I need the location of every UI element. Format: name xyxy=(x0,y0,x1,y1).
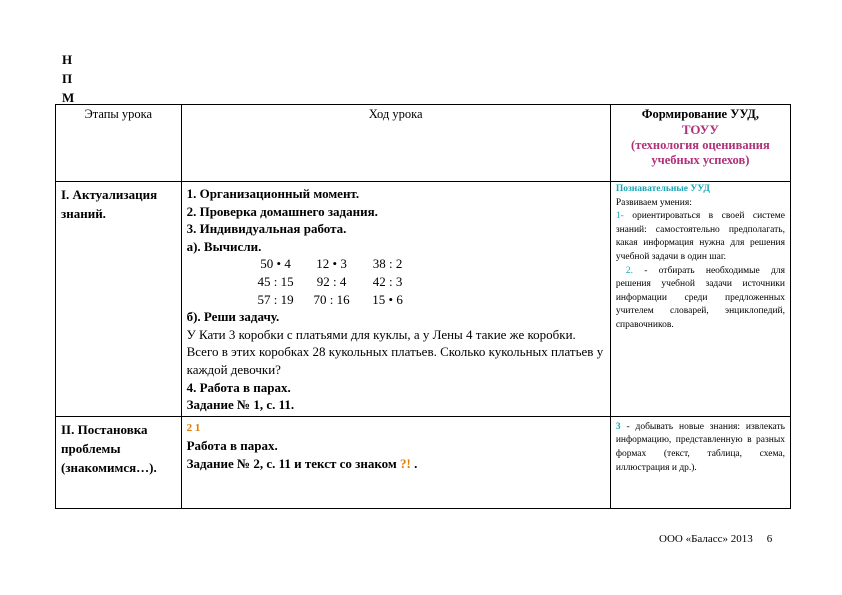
stage-label: II. Постановка проблемы (знакомимся…). xyxy=(56,416,182,508)
uud-item xyxy=(616,265,785,333)
header-uud xyxy=(610,105,790,182)
uud-item xyxy=(616,210,785,264)
exercise: 45 : 15 xyxy=(257,273,294,289)
pairs-title: Работа в парах. xyxy=(186,438,278,454)
exercise: 12 • 3 xyxy=(316,256,347,272)
header-course: Ход урока xyxy=(181,105,610,182)
table-row xyxy=(56,182,791,417)
step-line: а). Вычисли. xyxy=(186,238,262,254)
task-title: б). Реши задачу. xyxy=(186,309,280,325)
uud-number: 1- xyxy=(615,211,624,222)
corner-letter: М xyxy=(62,90,75,105)
lesson-table xyxy=(55,104,791,509)
exercise: 15 • 6 xyxy=(372,291,403,307)
uud-number: 3 xyxy=(615,421,621,432)
corner-letters xyxy=(62,50,74,107)
exercise-row xyxy=(187,273,605,291)
pairs-task: Задание № 1, с. 11. xyxy=(186,397,295,413)
step-line: 2. Проверка домашнего задания. xyxy=(186,203,378,219)
uud-item xyxy=(616,421,785,475)
exercise: 42 : 3 xyxy=(372,273,403,289)
pairs-title: 4. Работа в парах. xyxy=(186,379,291,395)
exercise: 38 : 2 xyxy=(372,256,403,272)
exercise: 57 : 19 xyxy=(257,291,294,307)
pairs-task xyxy=(187,455,605,473)
corner-letter: Н xyxy=(62,52,73,67)
header-uud-tech: ТОУУ xyxy=(681,122,719,137)
page-footer xyxy=(659,533,772,545)
header-uud-title: Формирование УУД, xyxy=(641,107,760,121)
table-row xyxy=(56,416,791,508)
lesson-course-cell xyxy=(181,416,610,508)
uud-text: - добывать новые знания: извлекать информацию, представленную в разных формах (текст, таблица, схема, иллюстрация и др.). xyxy=(615,421,785,473)
exercise: 70 : 16 xyxy=(313,291,350,307)
question-mark-icon: ?! xyxy=(400,455,411,471)
stage-label: I. Актуализация знаний. xyxy=(56,182,182,417)
corner-letter: П xyxy=(62,71,73,86)
table-header-row xyxy=(56,105,791,182)
exercise: 92 : 4 xyxy=(316,273,347,289)
header-stages: Этапы урока xyxy=(56,105,182,182)
exercise-row xyxy=(187,255,605,273)
exercise: 50 • 4 xyxy=(260,256,291,272)
pairs-task-end: . xyxy=(410,455,418,471)
task-text: У Кати 3 коробки с платьями для куклы, а у Лены 4 такие же коробки. Всего в этих коробках 28 кукольных платьев. Сколько кукольных платьев у каждой девочки? xyxy=(186,326,604,377)
page-number: 6 xyxy=(766,533,773,545)
footer-text: ООО «Баласс» 2013 xyxy=(659,533,753,545)
uud-cell xyxy=(610,416,790,508)
step-line: 1. Организационный момент. xyxy=(186,186,360,201)
uud-number: 2. xyxy=(625,265,633,276)
marker: 2 1 xyxy=(186,421,201,434)
pairs-task-text: Задание № 2, с. 11 и текст со знаком xyxy=(186,455,397,471)
uud-cell xyxy=(610,182,790,417)
uud-text: - отбирать необходимые для решения учебной задачи источники информации среди предложенных учителем словарей, энциклопедий, справочников. xyxy=(615,265,785,330)
header-uud-sub: (технология оценивания учебных успехов) xyxy=(631,138,770,167)
uud-text: ориентироваться в своей системе знаний: самостоятельно предполагать, какая информация нужна для решения учебной задачи в один шаг. xyxy=(615,211,785,262)
uud-title: Познавательные УУД xyxy=(615,184,710,194)
exercise-row xyxy=(187,291,605,309)
uud-intro: Развиваем умения: xyxy=(615,197,692,208)
step-line: 3. Индивидуальная работа. xyxy=(186,221,347,237)
lesson-course-cell xyxy=(181,182,610,417)
